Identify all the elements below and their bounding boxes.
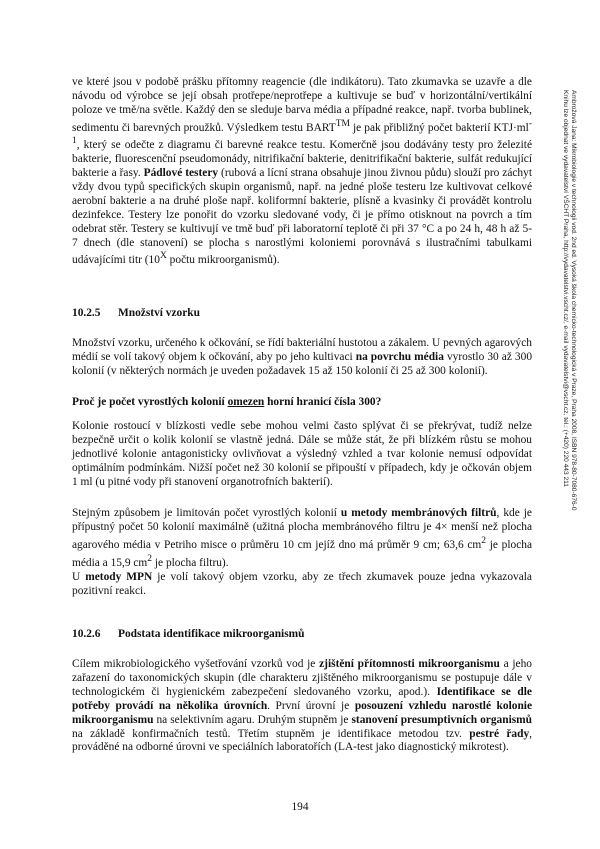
paragraph-colony-explanation: Kolonie rostoucí v blízkosti vedle sebe mohou velmi často splývat či se překrývat, tudíž nelze bezpečně určit o kolik kolonií se vlastně jedná. Dále se může stát, že při blízkém růstu se mohou jednotlivé kolonie antagonisticky ovlivňovat a výsledný vzhled a tvar kolonie nemusí odpovídat optimálním podmínkám. Nižší počet než 30 kolonií se připouští v případech, kdy je očkován objem 1 ml (u pitné vody při stanovení organotrofních bakterií). bbox=[72, 420, 532, 488]
page-number: 194 bbox=[291, 801, 309, 813]
paragraph-identification: Cílem mikrobiologického vyšetřování vzorků vod je zjištění přítomnosti mikroorganismu a jeho zařazení do taxonomických skupin (dle charakteru zjištěného mikroorganismu se postupuje dále v technologickém či hygienickém zabezpečení sledovaného vzorku, apod.). Identifikace se dle potřeby provádí na několika úrovních. První úrovní je posouzení vzhledu narostlé kolonie mikroorganismu na selektivním agaru. Druhým stupněm je stanovení presumptivních organismů na základě konfirmačních testů. Třetím stupněm je identifikace metodou tzv. pestré řady, prováděné na odborné úrovni ve speciálních laboratořích (LA-test jako diagnostický mikrotest). bbox=[72, 658, 533, 754]
section-heading-identification bbox=[72, 628, 304, 640]
paragraph-mpn-method: U metody MPN je volí takový objem vzorku, aby ze třech zkumavek pouze jedna vykazovala pozitivní reakci. bbox=[72, 571, 532, 597]
section-title: Množství vzorku bbox=[118, 307, 200, 319]
paragraph-membrane-filter: Stejným způsobem je limitován počet vyrostlých kolonií u metody membránových filtrů, kde je přípustný počet 50 kolonií maximálně (užitná plocha membránového filtru je 4× menší než plocha agarového média v Petriho misce o průměru 10 cm jejíž dno má průměr 9 cm; 63,6 $cm^2$ je plocha média a 15,9 $cm^2$ je plocha filtru). bbox=[72, 507, 533, 569]
sidebar-line-1: Ambrožová Jana: Mikrobiologie v technologii vod. 2nd ed. Vysoká škola chemicko-technologická v Praze, Praha 2008, ISBN 978-80-7080-676-0 bbox=[570, 90, 577, 511]
question-colony-limit: Proč je počet vyrostlých kolonií omezen horní hranicí čísla 300? bbox=[72, 396, 382, 408]
paragraph-bart-test: ve které jsou v podobě prášku přítomny reagencie (dle indikátoru). Tato zkumavka se uzavře a dle návodu od výrobce se její obsah protřepe/neprotřepe a kultivuje se buď v horizontální/vertikální poloze ve tmě/na světle. Každý den se sleduje barva média a případné reakce, např. tvorba bublinek, sedimentu či barevných proužků. Výsledkem testu BART™ je pak přibližný počet bakterií $KTJ\cdot ml^{-1}$, který se odečte z diagramu či barevné reakce testu. Komerčně jsou dodávány testy pro železité bakterie, fluorescenční pseudomonády, nitrifikační bakterie, denitrifikační bakterie, sulfát redukující bakterie a řasy. Pádlové testery (rubová a lícní strana obsahuje jinou živnou půdu) slouží pro záchyt vždy dvou typů specifických skupin organismů, např. na jedné ploše testeru lze kultivovat celkové aerobní bakterie a na druhé ploše např. koliformní bakterie, plísně a kvasinky či provádět kontrolu dezinfekce. Testery lze ponořit do vzorku sledované vody, či je přímo otisknout na povrch a tím odebrat stěr. Testery se kultivují ve tmě buď při laboratorní teplotě či při 37 °C a po 24 h, 48 h až 5-7 dnech (dle stanovení) se plocha s narostlými koloniemi porovnává s ilustračními tabulkami udávajícími titr ($10^X$ počtu mikroorganismů). bbox=[72, 76, 532, 267]
bold-term: Pádlové testery bbox=[143, 167, 219, 180]
sidebar-citation bbox=[561, 90, 577, 511]
section-heading-sample-amount bbox=[72, 307, 200, 319]
section-number: 10.2.6 bbox=[72, 628, 101, 640]
paragraph-sample-amount: Množství vzorku, určeného k očkování, se řídí bakteriální hustotou a zákalem. U pevných agarových médií se volí takový objem k očkování, aby po jeho kultivaci na povrchu média vyrostlo 30 až 300 kolonií (v některých normách je uveden požadavek 15 až 150 kolonií či 25 až 300 kolonií). bbox=[72, 337, 533, 377]
section-title: Podstata identifikace mikroorganismů bbox=[118, 628, 305, 640]
sidebar-line-2: Knihu lze objednat ve vydavatelství VŠCHT Praha, http://vydavatelstvi.vscht.cz/, e-mail vydavatelstvi@vscht.cz, tel.: (+420) 220 443 211 bbox=[562, 90, 569, 487]
section-number: 10.2.5 bbox=[72, 307, 101, 319]
